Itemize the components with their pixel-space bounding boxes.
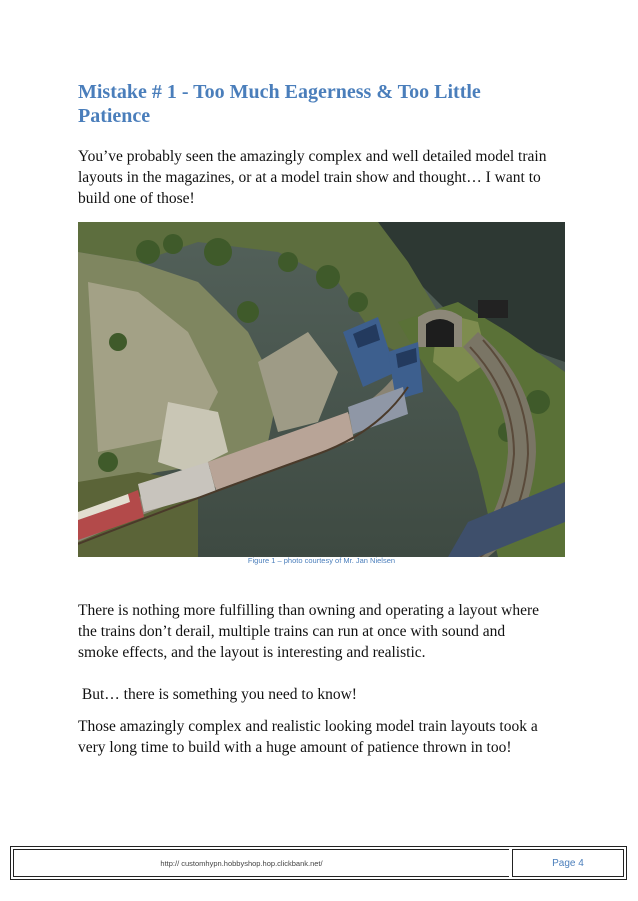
model-train-layout-photo [78,222,565,557]
figure-caption: Figure 1 – photo courtesy of Mr. Jan Nielsen [247,556,396,565]
section-heading: Mistake # 1 - Too Much Eagerness & Too Little Patience [78,81,481,127]
paragraph-patience: Those amazingly complex and realistic looking model train layouts took a very long time to build with a huge amount of patience thrown in too! [78,718,538,756]
intro-paragraph: You’ve probably seen the amazingly complex and well detailed model train layouts in the magazines, or at a model train show and thought… I want to build one of those! [78,148,547,207]
page-number: Page 4 [512,849,624,877]
paragraph-fulfilling: There is nothing more fulfilling than owning and operating a layout where the trains don’t derail, multiple trains can run at once with sound and smoke effects, and the layout is interesting and realistic. [78,602,540,661]
page-footer [10,846,627,880]
paragraph-need-to-know: But… there is something you need to know! [78,686,357,703]
footer-url[interactable]: http:// customhypn.hobbyshop.hop.clickbank.net/ [13,849,509,877]
